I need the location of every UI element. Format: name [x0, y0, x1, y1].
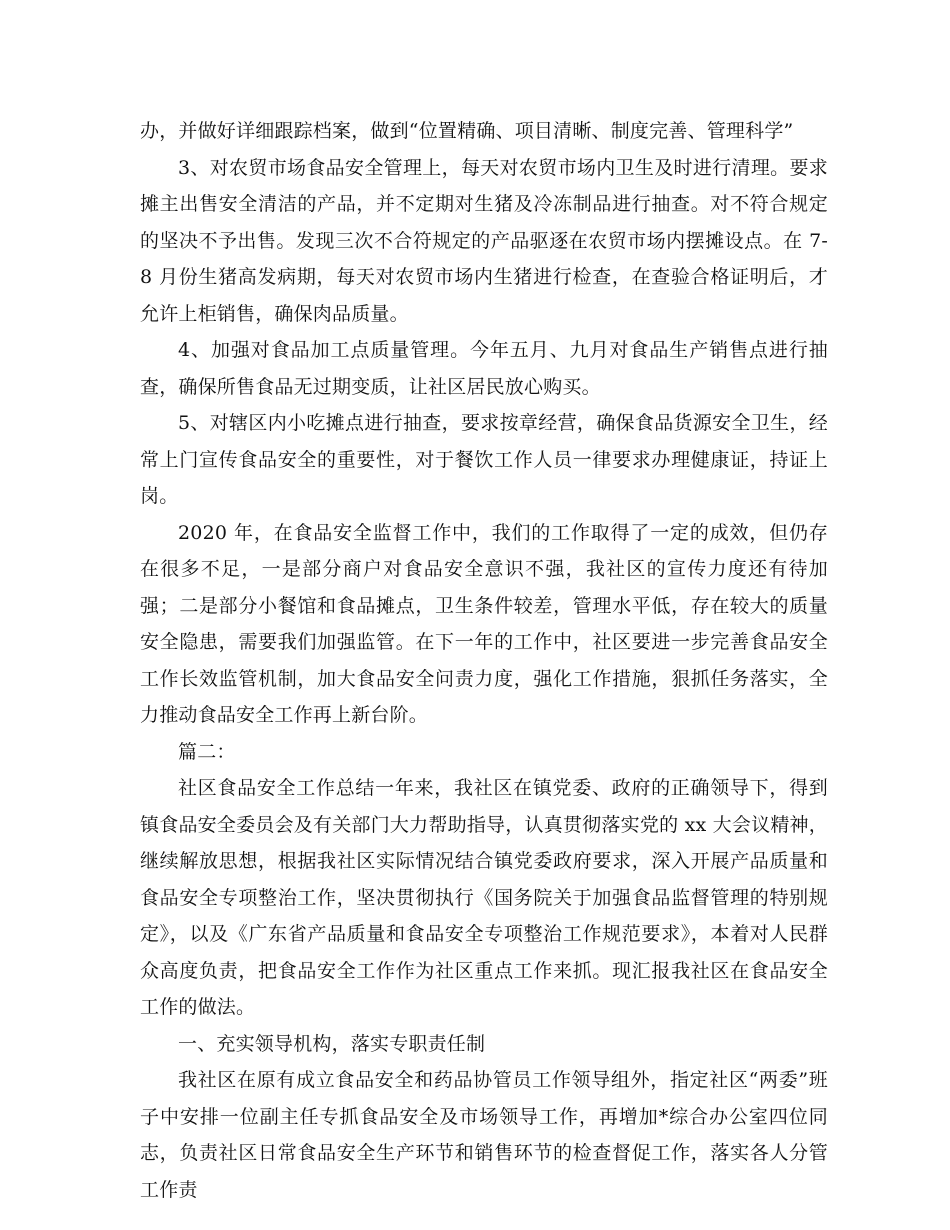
- paragraph: 3、对农贸市场食品安全管理上，每天对农贸市场内卫生及时进行清理。要求摊主出售安全清洁的产品，并不定期对生猪及冷冻制品进行抽查。对不符合规定的坚决不予出售。发现三次不合符规定的产品驱逐在农贸市场内摆摊设点。在 7-8 月份生猪高发病期，每天对农贸市场内生猪进行检查，在查验合格证明后，才允许上柜销售，确保肉品质量。: [140, 156, 828, 325]
- section-heading: 篇二：: [178, 740, 236, 763]
- paragraph: 2020 年，在食品安全监督工作中，我们的工作取得了一定的成效，但仍存在很多不足，一是部分商户对食品安全意识不强，我社区的宣传力度还有待加强；二是部分小餐馆和食品摊点，卫生条件较差，管理水平低，存在较大的质量安全隐患，需要我们加强监管。在下一年的工作中，社区要进一步完善食品安全工作长效监管机制，加大食品安全问责力度，强化工作措施，狠抓任务落实，全力推动食品安全工作再上新台阶。: [140, 521, 828, 726]
- paragraph: 社区食品安全工作总结一年来，我社区在镇党委、政府的正确领导下，得到镇食品安全委员会及有关部门大力帮助指导，认真贯彻落实党的 xx 大会议精神，继续解放思想，根据我社区实际情况结合镇党委政府要求，深入开展产品质量和食品安全专项整治工作，坚决贯彻执行《国务院关于加强食品监督管理的特别规定》，以及《广东省产品质量和食品安全专项整治工作规范要求》，本着对人民群众高度负责，把食品安全工作作为社区重点工作来抓。现汇报我社区在食品安全工作的做法。: [140, 777, 828, 1018]
- document-body: [140, 113, 828, 1208]
- paragraph: 办，并做好详细跟踪档案，做到“位置精确、项目清晰、制度完善、管理科学”: [140, 120, 794, 142]
- paragraph: 我社区在原有成立食品安全和药品协管员工作领导组外，指定社区“两委”班子中安排一位副主任专抓食品安全及市场领导工作，再增加*综合办公室四位同志，负责社区日常食品安全生产环节和销售环节的检查督促工作，落实各人分管工作责: [140, 1069, 828, 1201]
- paragraph: 4、加强对食品加工点质量管理。今年五月、九月对食品生产销售点进行抽查，确保所售食品无过期变质，让社区居民放心购买。: [140, 339, 828, 398]
- section-heading: 一、充实领导机构，落实专职责任制: [178, 1032, 486, 1055]
- paragraph: 5、对辖区内小吃摊点进行抽查，要求按章经营，确保食品货源安全卫生，经常上门宣传食品安全的重要性，对于餐饮工作人员一律要求办理健康证，持证上岗。: [140, 412, 828, 507]
